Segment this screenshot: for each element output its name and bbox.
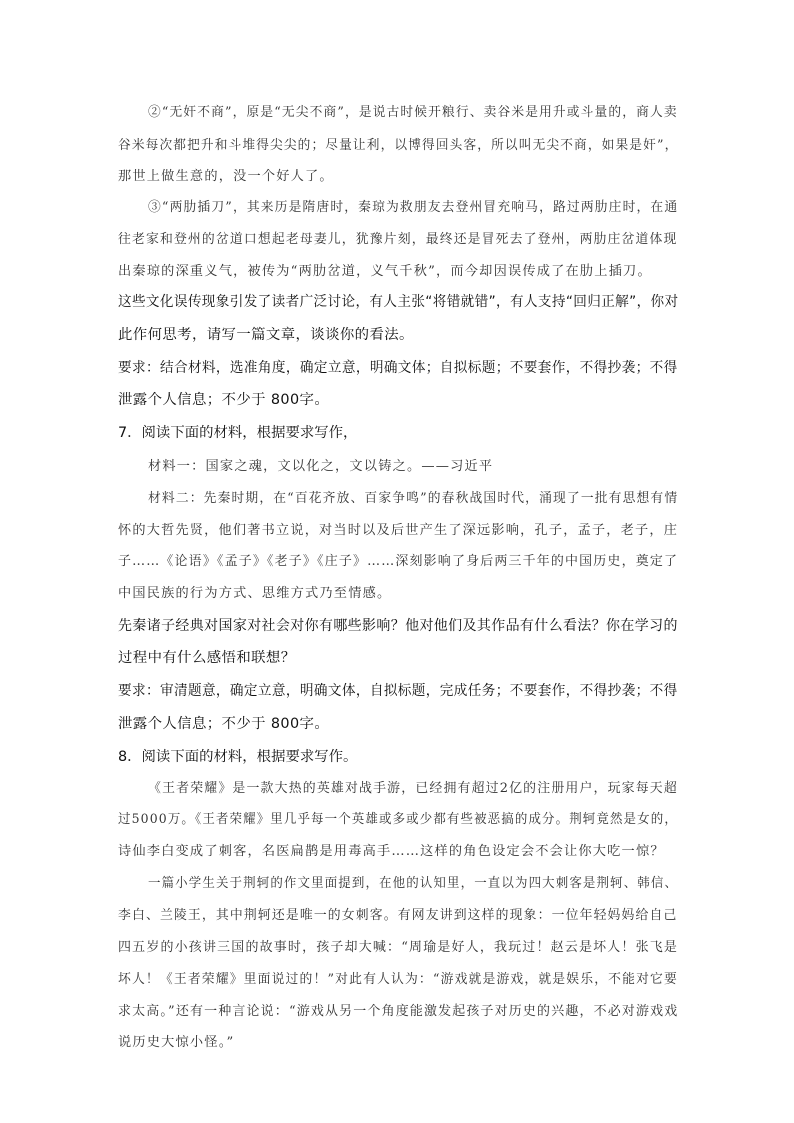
text-line: 李白、兰陵王，其中荆轲还是唯一的女刺客。有网友讲到这样的现象：一位年轻妈妈给自己	[118, 908, 678, 923]
text-line: 四五岁的小孩讲三国的故事时，孩子却大喊：“周瑜是好人，我玩过！赵云是坏人！张飞是	[118, 940, 679, 955]
text-line: 谷米每次都把升和斗堆得尖尖的；尽量让利，以博得回头客，所以叫无尖不商，如果是奸”，	[118, 138, 679, 153]
text-line: 过程中有什么感悟和联想？	[118, 650, 296, 666]
text-line: 《王者荣耀》是一款大热的英雄对战手游，已经拥有超过2亿的注册用户，玩家每天超	[148, 781, 678, 796]
text-line: 那世上做生意的，没一个好人了。	[118, 169, 334, 184]
text-line: ②“无奸不商”，原是“无尖不商”，是说古时候开粮行、卖谷米是用升或斗量的，商人卖	[148, 105, 678, 120]
text-line: 往老家和登州的岔道口想起老母妻儿，犹豫片刻，最终还是冒死去了登州，两肋庄岔道体现	[118, 232, 678, 247]
text-line: 过5000万。《王者荣耀》里几乎每一个英雄或多或少都有些被恶搞的成分。荆轲竟然是女的，	[118, 812, 678, 827]
question-7-heading: 7．阅读下面的材料，根据要求写作，	[118, 425, 358, 441]
text-line: 泄露个人信息；不少于 800字。	[118, 716, 330, 732]
text-line: 出秦琼的深重义气，被传为“两肋岔道，义气千秋”，而今却因误传成了在肋上插刀。	[118, 264, 652, 279]
text-line: 子……《论语》《孟子》《老子》《庄子》……深刻影响了身后两三千年的中国历史，奠定了	[118, 554, 679, 569]
text-line: 说历史大惊小怪。”	[118, 1035, 235, 1050]
text-line: 此作何思考，请写一篇文章，谈谈你的看法。	[118, 327, 414, 343]
text-line: 诗仙李白变成了刺客，名医扁鹊是用毒高手……这样的角色设定会不会让你大吃一惊？	[118, 844, 665, 859]
text-line: 一篇小学生关于荆轲的作文里面提到，在他的认知里，一直以为四大刺客是荆轲、韩信、	[148, 876, 679, 891]
text-line: 中国民族的行为方式、思维方式乃至情感。	[118, 586, 392, 601]
text-line: 要求：审清题意，确定立意，明确文体，自拟标题，完成任务；不要套作，不得抄袭；不得	[118, 683, 678, 699]
text-line: 材料二：先秦时期，在“百花齐放、百家争鸣”的春秋战国时代，涌现了一批有思想有情	[148, 491, 679, 506]
question-8-heading: 8．阅读下面的材料，根据要求写作。	[118, 749, 358, 765]
text-line: 这些文化误传现象引发了读者广泛讨论，有人主张“将错就错”，有人支持“回归正解”，你对	[118, 294, 679, 310]
text-line: 求太高。”还有一种言论说：“游戏从另一个角度能激发起孩子对历史的兴趣，不必对游戏戏	[118, 1004, 679, 1019]
text-line: 要求：结合材料，选准角度，确定立意，明确文体；自拟标题；不要套作，不得抄袭；不得	[118, 360, 678, 376]
text-line: 泄露个人信息；不少于 800字。	[118, 392, 330, 408]
text-line: 坏人！《王者荣耀》里面说过的！”对此有人认为：“游戏就是游戏，就是娱乐，不能对它要	[118, 972, 678, 987]
text-line: ③“两肋插刀”，其来历是隋唐时，秦琼为救朋友去登州冒充响马，路过两肋庄时，在通	[148, 200, 679, 215]
material-1: 材料一：国家之魂，文以化之，文以铸之。——习近平	[148, 459, 494, 474]
text-line: 先秦诸子经典对国家对社会对你有哪些影响？他对他们及其作品有什么看法？你在学习的	[118, 618, 678, 634]
text-line: 怀的大哲先贤，他们著书立说，对当时以及后世产生了深远影响，孔子，孟子，老子，庄	[118, 523, 679, 538]
